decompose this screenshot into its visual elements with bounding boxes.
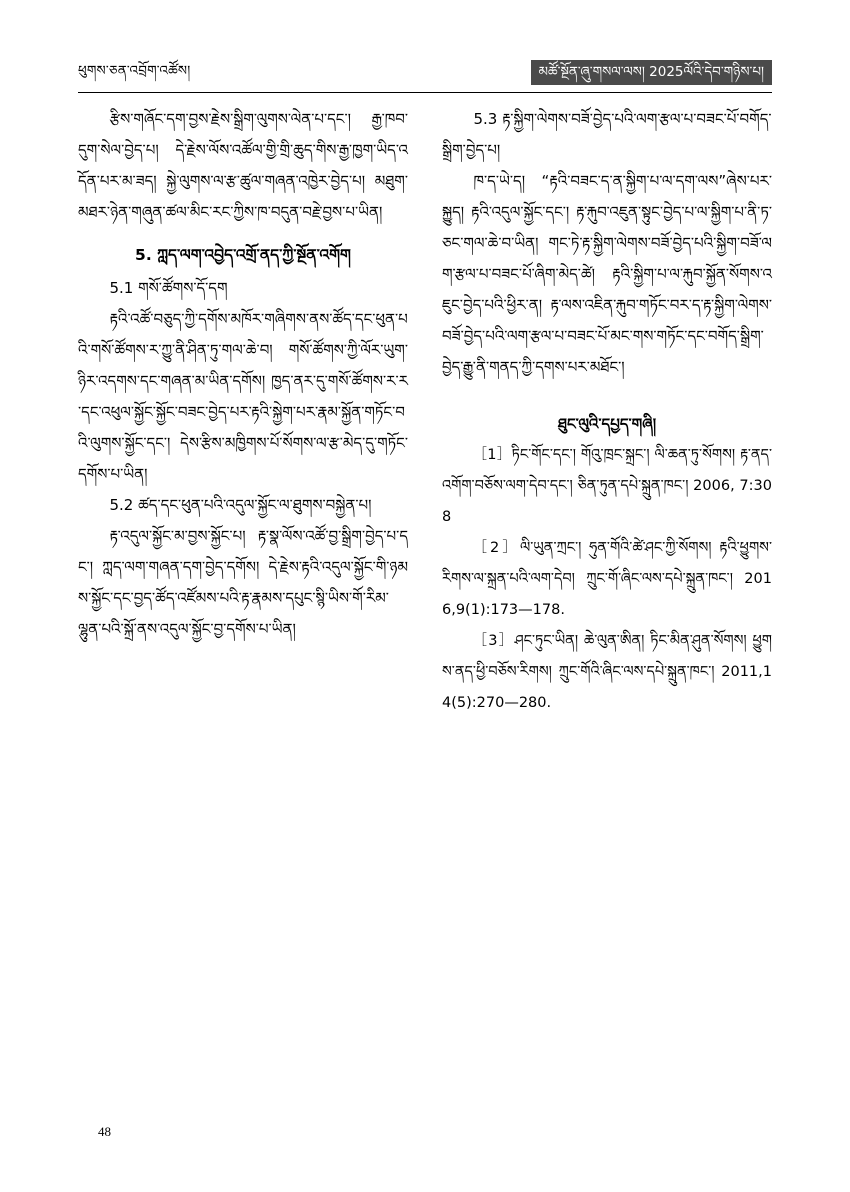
header-journal-section: ཕུགས་ཅན་འབྲོག་འཚོས།	[78, 63, 191, 79]
page-number: 48	[98, 1124, 111, 1139]
subsection-heading-5-3: 5.3 རྟ་སྐྱིག་ལེགས་བཟོ་བྱེད་པའི་ལག་རྩལ་པ་བཟང་པོ་བགོད་སྒྲིག་བྱེད་པ།	[442, 110, 772, 159]
body-columns	[78, 104, 772, 1102]
section-heading-5: 5. ཀླད་ལག་འབྱེད་འགྲོ་ནད་ཀྱི་སྔོན་འགོག	[135, 246, 351, 264]
subsection-heading-5-1: 5.1 གསོ་ཚོགས་དོ་དག	[109, 279, 228, 297]
left-paragraph-5-2: རྟ་འདུལ་སྐྱོང་མ་བྱས་སྐྱོང་པ། རྟ་སྣ་ལོས་འཚོ་བྱ་སྒྲིག་བྱེད་པ་དང་། ཀླད་ལག་གཞན་དག་བྱེད་དགོས། དེ་རྗེས་རྟའི་འདུལ་སྐྱོང་གི་ཉམས་སྐྱོང་དང་བྱད་ཚོད་འཛོམས་པའི་རྟ་རྣམས་དཔུང་སྙི་ཡིས་གོ་རིམ་ལྷུན་པའི་སྐྲོ་ནས་འདུལ་སྐྱོང་བྱ་དགོས་པ་ཡིན།	[78, 527, 408, 638]
right-paragraph-5-3: ཁ་ད་ཡེ་ད། “རྟའི་བཟང་ད་ན་སྐྱིག་པ་ལ་དག་ལས”ཞེས་པར་སྐྱུད། རྟའི་འདུལ་སྐྱོང་དང་། རྟ་རྐུབ་འཇུན་སྟུང་བྱེད་པ་ལ་སྐྱིག་པ་ནི་ཏ་ཅང་གལ་ཆེ་བ་ཡིན། གང་ཏེ་རྟ་སྐྱིག་ལེགས་བཟོ་བྱེད་པའི་སྐྱིག་བཟོ་ལག་རྩལ་པ་བཟང་པོ་ཞིག་མེད་ཚེ། རྟའི་སྐྱིག་པ་ལ་རྐུབ་སྐྱོན་སོགས་འཇུང་བྱེད་པའི་ཕྱིར་ན། རྟ་ལས་འཇིན་རྐུབ་གཏོང་བར་ད་རྟ་སྐྱིག་ལེགས་བཟོ་བྱེད་པའི་ལག་རྩལ་པ་བཟང་པོ་མང་གས་གཏོང་དང་བགོད་སྒྲིག་བྱེད་རྒྱུ་ནི་གནད་ཀྱི་དགས་པར་མཐོང་།	[442, 172, 772, 376]
subsection-heading-5-2: 5.2 ཚད་དང་ཕུན་པའི་འདུལ་སྐྱོང་ལ་ཐུགས་བསྐྱེན་པ།	[109, 496, 372, 514]
left-paragraph-1: རྩིས་གཞོང་དག་བྱས་རྗེས་སྒྲིག་ལུགས་ལེན་པ་དང་། རྒྱ་ཁབ་དུག་སེལ་བྱེད་པ། དེ་རྗེས་ལོས་འཚོལ་གྱི་གྲི་ཆུད་གིས་རྒྱ་ཁྱག་ཡིད་འདོན་པར་མ་ཟད། སྐྱེ་ལུགས་ལ་རྩ་ཚུལ་གཞན་འཁྱེར་བྱེད་པ། མཐུག་མཐར་ཉེན་གཞུན་ཚལ་མིང་རང་ཀྱིས་ཁ་བདུན་བརྗེ་བྱས་པ་ཡིན།	[78, 110, 408, 221]
left-column	[78, 104, 408, 1102]
reference-item-2: ［2］ལི་ཡུན་ཀྲང་། ཧུན་གོའི་ཚེ་ཤང་ཀྱི་སོགས། རྟའི་ཕྱུགས་རིགས་ལ་སྐྲན་པའི་ལག་དེབ། ཀྲུང་གོ་ཞིང་ལས་དཔེ་སྐྲུན་ཁང་། 2016,9(1):173—178.	[442, 540, 772, 618]
reference-item-3: ［3］ཤང་ཏུང་ཡིན། ཆེ་ལུན་ཨིན། ཏིང་མིན་ཤུན་སོགས། ཕྱུགས་ནད་ཕྱི་བཅོས་རིགས། ཀྲུང་གོའི་ཞིང་ལས་དཔེ་སྐྲུན་ཁང་། 2011,14(5):270—280.	[442, 633, 772, 711]
references-heading: ཐུང་ལུའི་དཔྱད་གཞི།	[557, 415, 657, 433]
running-header	[78, 60, 772, 90]
header-divider	[78, 92, 772, 93]
left-paragraph-5-1: རྟའི་འཚོ་བཅུད་ཀྱི་དགོས་མཁོར་གཞིགས་ནས་ཚོད་དང་ཕུན་པའི་གསོ་ཚོགས་ར་ཀྱུ་ནི་ཤིན་ཏུ་གལ་ཆེ་བ། གསོ་ཚོགས་ཀྱི་ལོར་ཡུག་ཉིར་འདགས་དང་གཞན་མ་ཡིན་དགོས། ཁྱད་ནར་དུ་གསོ་ཚོགས་ར་ར་དང་འཕུལ་སྐྱོང་སྐྱོང་བཟང་བྱེད་པར་རྟའི་སྐྱེག་པར་རྣམ་སྐྱོན་གཏོང་བའི་ལུགས་སྐྱོང་དང་། དེས་རྩིས་མཁྱིགས་པོ་སོགས་ལ་རྩ་མེད་དུ་གཏོང་དགོས་པ་ཡིན།	[78, 310, 408, 483]
header-issue-badge: མཚོ་སྔོན་ཞུ་གསལ་ལས། 2025ལོའི་དེབ་གཉིས་པ།	[531, 60, 772, 85]
reference-item-1: ［1］ཏིང་གོང་དང་། གོའུ་ཁྲང་སྐྲང་། ལི་ཆན་ཏུ་སོགས། རྟ་ནད་འགོག་བཅོས་ལག་དེབ་དང་། ཅིན་ཏུན་དཔེ་སྐྲུན་ཁང་། 2006, 7:308	[442, 447, 772, 525]
right-column	[442, 104, 772, 1102]
